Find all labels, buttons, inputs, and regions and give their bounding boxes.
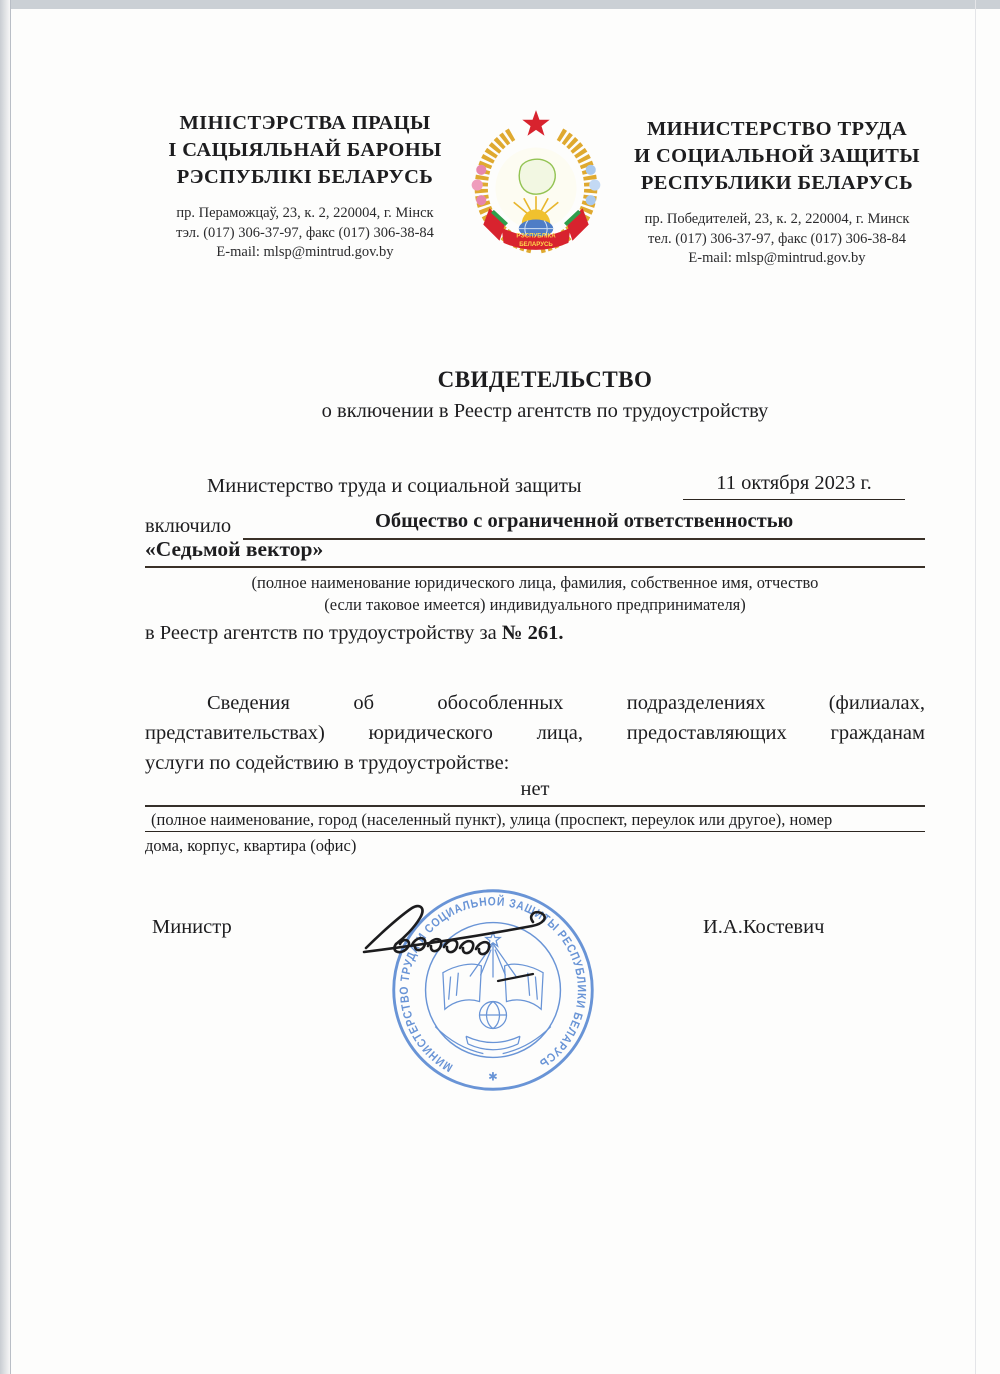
- address-block: [130, 204, 480, 263]
- flax-flower: [586, 165, 596, 175]
- org-name-line: РЭСПУБЛІКІ БЕЛАРУСЬ: [176, 166, 434, 188]
- minister-signature-icon: [356, 894, 586, 1004]
- fill-rule: [145, 805, 925, 807]
- clover-flower: [476, 165, 486, 175]
- org-name-line: РЕСПУБЛИКИ БЕЛАРУСЬ: [640, 172, 914, 194]
- field-caption-block: [145, 572, 925, 616]
- ribbon-text-line1: РЭСПУБЛІКА: [516, 232, 556, 240]
- letterhead-left: [130, 110, 480, 263]
- org-name-line: І САЦЫЯЛЬНАЙ БАРОНЫ: [168, 139, 442, 161]
- org-name-line: МИНИСТЕРСТВО ТРУДА: [646, 118, 908, 140]
- ministry-date-row: [145, 470, 925, 500]
- field-caption-line: (если таковое имеется) индивидуального предпринимателя): [324, 595, 746, 614]
- registry-prefix: в Реестр агентств по трудоустройству за: [145, 622, 502, 644]
- document-subtitle: о включении в Реестр агентств по трудоустройству: [321, 400, 769, 422]
- document-title-block: [155, 367, 935, 423]
- branches-info-paragraph: [145, 688, 925, 778]
- company-name-field-line2: «Седьмой вектор»: [145, 537, 925, 568]
- belarus-map-outline: [519, 159, 555, 194]
- field-caption-line: (полное наименование юридического лица, фамилия, собственное имя, отчество: [251, 573, 819, 592]
- ribbon-text-line2: БЕЛАРУСЬ: [519, 240, 553, 248]
- company-name-field-line1: Общество с ограниченной ответственностью: [243, 508, 925, 540]
- address-caption-line: дома, корпус, квартира (офис): [145, 836, 357, 855]
- ministry-text: Министерство труда и социальной защиты: [207, 475, 582, 497]
- included-label: включило: [145, 515, 232, 537]
- org-name-line: МІНІСТЭРСТВА ПРАЦЫ: [179, 112, 431, 134]
- scan-edge-top: [0, 0, 1000, 9]
- address-caption-block: [145, 809, 925, 856]
- address-line: тел. (017) 306-37-97, факс (017) 306-38-84: [648, 230, 906, 247]
- scan-edge-right: [975, 0, 976, 1374]
- red-star: [522, 110, 549, 136]
- info-line: Сведения об обособленных подразделениях (филиалах,: [207, 692, 925, 714]
- document-title: СВИДЕТЕЛЬСТВО: [437, 367, 653, 392]
- email-line: E-mail: mlsp@mintrud.gov.by: [688, 250, 866, 266]
- org-name-line: И СОЦИАЛЬНОЙ ЗАЩИТЫ: [634, 145, 920, 167]
- branches-value: нет: [520, 778, 550, 800]
- coat-of-arms-belarus-icon: [465, 105, 607, 257]
- stamp-circular-text: МИНИСТЕРСТВО ТРУДА И СОЦИАЛЬНОЙ ЗАЩИТЫ РЕСПУБЛИКИ БЕЛАРУСЬ: [397, 894, 589, 1075]
- address-line: пр. Пераможцаў, 23, к. 2, 220004, г. Мінск: [176, 205, 434, 221]
- registry-number-line: [145, 620, 925, 647]
- inclusion-date-field: 11 октября 2023 г.: [683, 470, 905, 500]
- stamp-bottom-mark: ✱: [488, 1070, 498, 1084]
- signer-name: И.А.Костевич: [703, 916, 825, 938]
- included-row: [145, 508, 925, 540]
- registry-number: № 261.: [501, 622, 564, 644]
- address-line: тэл. (017) 306-37-97, факс (017) 306-38-84: [176, 224, 434, 241]
- address-line: пр. Победителей, 23, к. 2, 220004, г. Минск: [644, 211, 910, 227]
- address-block: [598, 210, 956, 269]
- letterhead-right: [598, 116, 956, 269]
- email-line: E-mail: mlsp@mintrud.gov.by: [216, 244, 394, 260]
- minister-position-label: Министр: [152, 916, 232, 938]
- scan-edge-left: [0, 0, 11, 1374]
- address-caption-line: (полное наименование, город (населенный пункт), улица (проспект, переулок или другое), номер: [145, 809, 925, 832]
- info-line: представительствах) юридического лица, предоставляющих гражданам: [145, 722, 925, 744]
- info-line: услуги по содействию в трудоустройстве:: [145, 752, 510, 774]
